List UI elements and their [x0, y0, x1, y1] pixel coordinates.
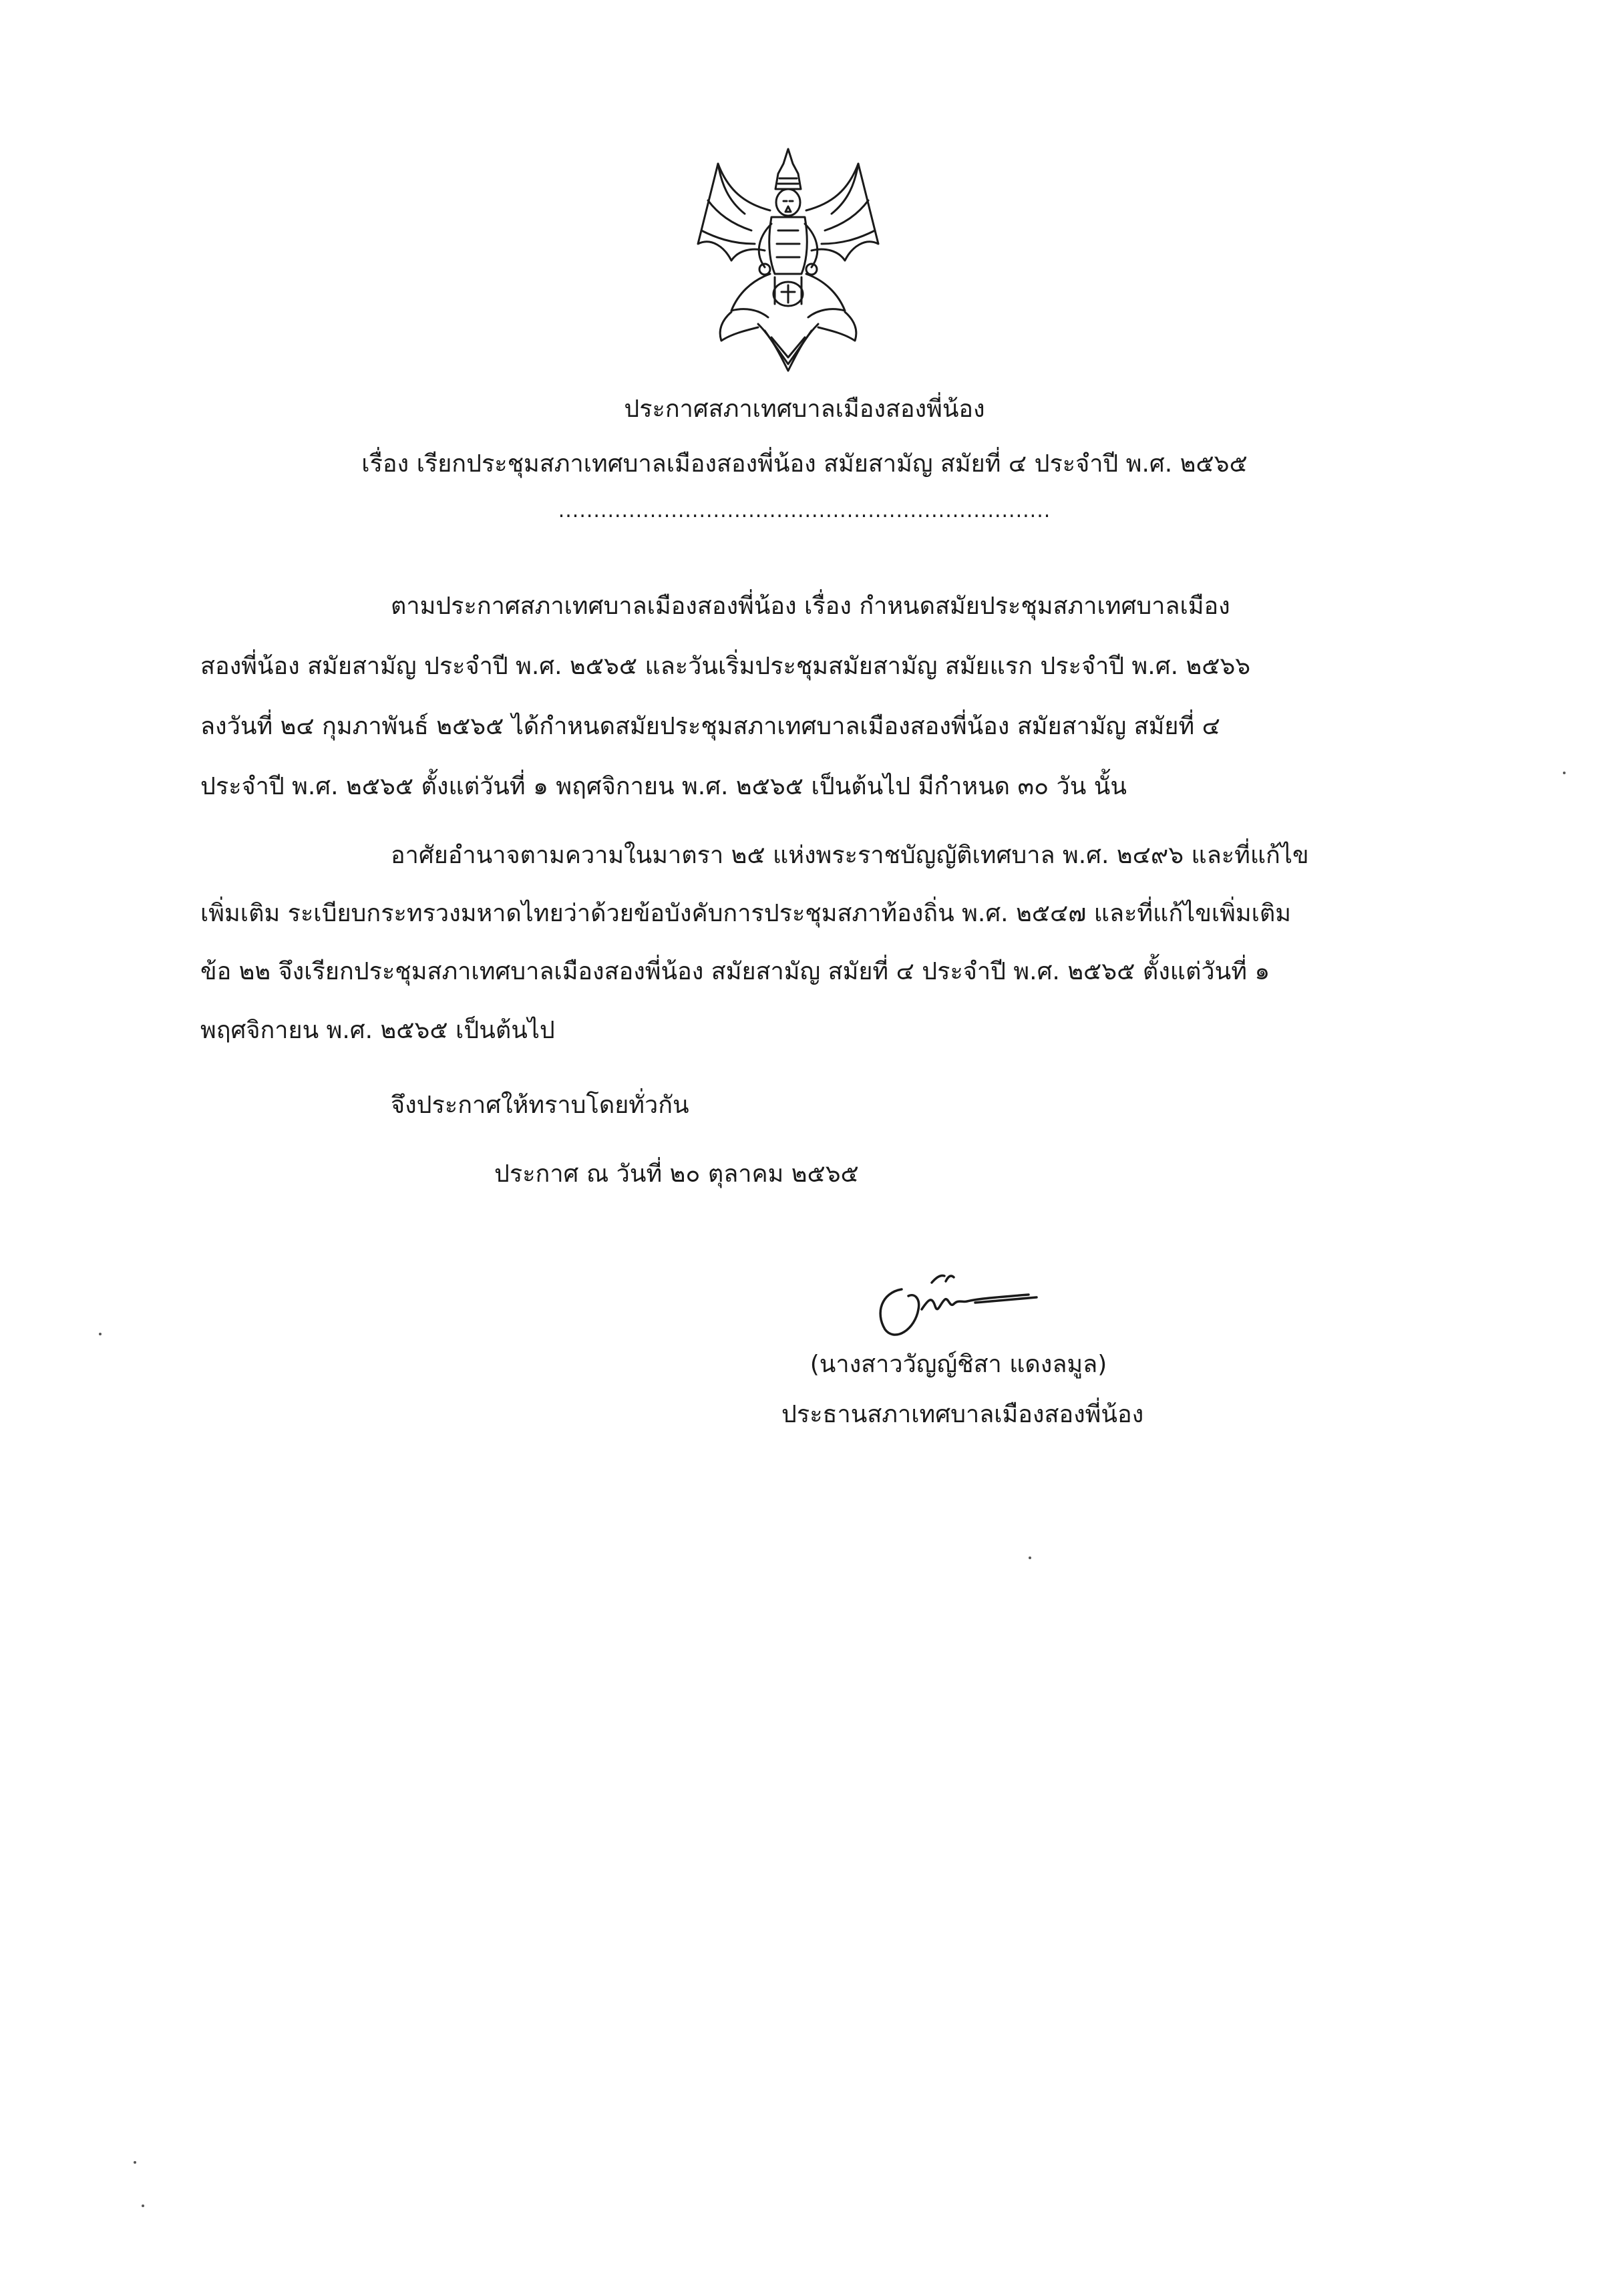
- paragraph-2-line-4: พฤศจิกายน พ.ศ. ๒๕๖๕ เป็นต้นไป: [200, 1017, 555, 1044]
- scan-speck: [134, 2161, 136, 2164]
- paragraph-2-line-2: เพิ่มเติม ระเบียบกระทรวงมหาดไทยว่าด้วยข้อบังคับการประชุมสภาท้องถิ่น พ.ศ. ๒๕๔๗ และที่แก้ไขเพิ่มเติม: [200, 900, 1292, 927]
- announcement-date: ประกาศ ณ วันที่ ๒๐ ตุลาคม ๒๕๖๕: [494, 1160, 859, 1188]
- paragraph-1-line-4: ประจำปี พ.ศ. ๒๕๖๕ ตั้งแต่วันที่ ๑ พฤศจิกายน พ.ศ. ๒๕๖๕ เป็นต้นไป มีกำหนด ๓๐ วัน นั้น: [200, 773, 1127, 800]
- paragraph-2-line-1: อาศัยอำนาจตามความในมาตรา ๒๕ แห่งพระราชบัญญัติเทศบาล พ.ศ. ๒๔๙๖ และที่แก้ไข: [391, 842, 1309, 869]
- announcement-title: ประกาศสภาเทศบาลเมืองสองพี่น้อง: [624, 395, 985, 423]
- scan-speck: [142, 2204, 144, 2207]
- scan-speck: [1563, 772, 1566, 774]
- closing-statement: จึงประกาศให้ทราบโดยทั่วกัน: [391, 1092, 689, 1119]
- separator-line: ......................................................................: [558, 499, 1051, 522]
- paragraph-2-line-3: ข้อ ๒๒ จึงเรียกประชุมสภาเทศบาลเมืองสองพี่น้อง สมัยสามัญ สมัยที่ ๔ ประจำปี พ.ศ. ๒๕๖๕ ตั้งแต่วันที่ ๑: [200, 958, 1270, 985]
- scan-speck: [99, 1333, 102, 1335]
- announcement-subject: เรื่อง เรียกประชุมสภาเทศบาลเมืองสองพี่น้อง สมัยสามัญ สมัยที่ ๔ ประจำปี พ.ศ. ๒๕๖๕: [361, 450, 1248, 478]
- scan-speck: [1029, 1556, 1031, 1559]
- paragraph-1-line-1: ตามประกาศสภาเทศบาลเมืองสองพี่น้อง เรื่อง กำหนดสมัยประชุมสภาเทศบาลเมือง: [391, 593, 1230, 620]
- signature: [862, 1263, 1055, 1356]
- garuda-emblem: [691, 137, 885, 384]
- paragraph-1-line-3: ลงวันที่ ๒๔ กุมภาพันธ์ ๒๕๖๕ ได้กำหนดสมัยประชุมสภาเทศบาลเมืองสองพี่น้อง สมัยสามัญ สมัยที่ ๔: [200, 713, 1220, 740]
- paragraph-1-line-2: สองพี่น้อง สมัยสามัญ ประจำปี พ.ศ. ๒๕๖๕ และวันเริ่มประชุมสมัยสามัญ สมัยแรก ประจำปี พ.ศ. ๒๕๖๖: [200, 653, 1251, 680]
- signatory-name: (นางสาววัญญ์ชิสา แดงลมูล): [810, 1351, 1107, 1378]
- signatory-position: ประธานสภาเทศบาลเมืองสองพี่น้อง: [781, 1401, 1144, 1428]
